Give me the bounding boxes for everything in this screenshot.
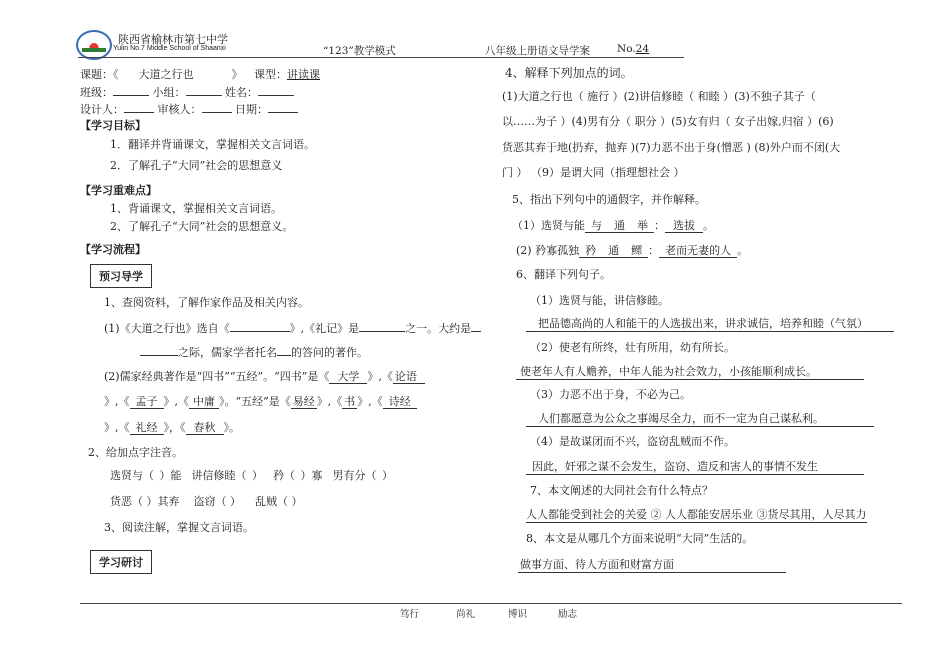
study-box: 学习研讨: [90, 550, 152, 574]
translate-a4: 因此，奸邪之谋不会发生，盗窃、造反和害人的事情不发生: [526, 458, 864, 475]
question-2: 2、给加点字注音。: [88, 446, 183, 459]
translate-a2: 使老年人有人赡养，中年人能为社会效力，小孩能顺利成长。: [516, 363, 864, 380]
keypoint-item-1: 1、背诵课文，掌握相关文言词语。: [110, 202, 282, 215]
answer-7: 人人都能受到社会的关爱 ② 人人都能安居乐业 ③货尽其用，人尽其力: [526, 508, 867, 521]
teaching-mode: “123”教学模式: [323, 45, 396, 57]
goal-item-2: 2．了解孔子“大同”社会的思想意义: [110, 159, 283, 172]
question-1-1-line2: 之际，儒家学者托名 的答问的著作。: [140, 344, 368, 360]
q4-line-3: 货恶其弃于地(扔弃，抛弃 )(7)力恶不出于身(憎恶 ) (8)外户而不闭(大: [502, 141, 841, 154]
question-1-1-line1: (1)《大道之行也》选自《 》,《礼记》是 之一。大约是: [104, 320, 481, 336]
q4-line-2: 以……为子 ）(4)男有分（ 职分 ）(5)女有归（ 女子出嫁,归宿 ）(6): [502, 115, 834, 128]
translate-q3: （3）力恶不出于身，不必为己。: [530, 388, 691, 401]
translate-a1: 把品德高尚的人和能干的人选拔出来，讲求诚信，培养和睦（气氛）: [526, 315, 894, 332]
school-name-en: Yulin No.7 Middle School of Shaanxi: [113, 45, 226, 52]
footer-motto-4: 励志: [558, 609, 578, 620]
goal-item-1: 1．翻译并背诵课文，掌握相关文言词语。: [110, 138, 315, 151]
footer-motto-1: 笃行: [400, 609, 420, 620]
translate-q2: （2）使老有所终，壮有所用，幼有所长。: [530, 341, 735, 354]
translate-q1: （1）选贤与能，讲信修睦。: [530, 294, 669, 307]
class-info-row: 班级： 小组： 姓名：: [80, 84, 294, 100]
header-divider: [78, 57, 684, 58]
lesson-title-row: 课题：《 大道之行也 》 课型：讲读课: [80, 68, 320, 81]
footer-motto-3: 博识: [508, 609, 528, 620]
question-1-2-line1: (2)儒家经典著作是“四书”“五经”。“四书”是《 大学 》,《 论语: [104, 368, 425, 384]
question-6: 6、翻译下列句子。: [516, 268, 611, 281]
process-heading: 【学习流程】: [80, 243, 146, 256]
doc-number: No.24: [617, 43, 650, 55]
question-4: 4、解释下列加点的词。: [505, 66, 633, 80]
q5-item-2: (2) 矜寡孤独 矜 通 鳏 ： 老而无妻的人 。: [516, 244, 749, 257]
q4-line-4: 门 ） （9）是谓大同（指理想社会 ）: [502, 166, 685, 179]
footer-divider: [80, 603, 902, 604]
goals-heading: 【学习目标】: [80, 119, 146, 132]
preview-box: 预习导学: [90, 264, 152, 288]
pinyin-row-2: 货恶（ ）其弃 盗窃（ ） 乱贼（ ）: [110, 495, 303, 508]
pinyin-row-1: 选贤与（ ）能 讲信修睦（ ） 矜（ ）寡 男有分（ ）: [110, 469, 393, 482]
school-name-cn: 陕西省榆林市第七中学: [118, 33, 228, 46]
designer-row: 设计人： 审核人： 日期：: [80, 101, 298, 117]
keypoint-item-2: 2、了解孔子“大同”社会的思想意义。: [110, 220, 294, 233]
question-1-2-line3: 》,《 礼经 》，《 春秋 》。: [104, 421, 240, 434]
subject-title: 八年级上册语文导学案: [485, 45, 590, 57]
footer-motto-2: 尚礼: [456, 609, 476, 620]
keypoints-heading: 【学习重难点】: [80, 184, 157, 197]
q5-item-1: （1）选贤与能 与 通 举 ： 选拔 。: [512, 219, 714, 232]
school-logo: [76, 30, 112, 60]
translate-a3: 人们都愿意为公众之事竭尽全力，而不一定为自己谋私利。: [526, 410, 874, 427]
question-5: 5、指出下列句中的通假字，并作解释。: [512, 193, 706, 206]
question-7: 7、本文阐述的大同社会有什么特点？: [530, 484, 713, 497]
question-1: 1、查阅资料，了解作家作品及相关内容。: [104, 296, 309, 309]
question-8: 8、本文是从哪几个方面来说明“大同”生活的。: [526, 532, 754, 545]
translate-q4: （4）是故谋闭而不兴，盗窃乱贼而不作。: [530, 435, 735, 448]
q4-line-1: (1)大道之行也（ 施行 ）(2)讲信修睦（ 和睦 ）(3)不独子其子（: [502, 90, 816, 103]
question-3: 3、阅读注解，掌握文言词语。: [104, 521, 254, 534]
answer-8: 做事方面、待人方面和财富方面: [518, 556, 786, 573]
question-1-2-line2: 》,《 孟子 》,《 中庸 》。“五经”是《 易经 》,《 书 》,《 诗经: [104, 393, 417, 409]
